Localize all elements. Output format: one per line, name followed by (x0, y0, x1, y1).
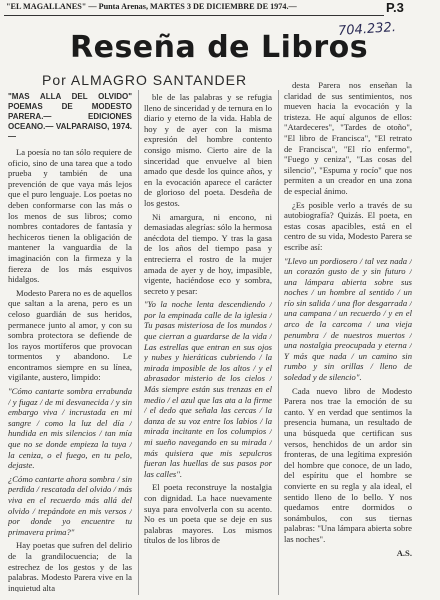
paragraph: La poesía no tan sólo requiere de oficio, sino de una tarea que a todo prueba y también de una prevención de que vaya más lejos que el puro lenguaje. Los poetas no deben conformarse con las más o los menos de sus libros; como nombres contadores de fantasía y hechiceros tienen la obligación de mantener la vanguardia de la imaginación con la firmeza y la fiereza de los más esquivos hidalgos. (8, 147, 132, 285)
column-divider (138, 90, 139, 595)
article-column-1 (8, 92, 132, 592)
poem-quote: "Yo la noche lenta descendiendo / por la empinada calle de la iglesia / Tu pasas misteriosa de los mundos / que cierran a guardarse de la vida / Las estrellas que entran en sus ojos y nubes y hieráticas cubriendo / la mirada imposible de los altos / y el abrasador misterio de los cielos / Más siempre están sus trenzas en el medio / el azul que las ata a la firme / el dedo que señala las cercas / la danza de su voz entre los labios / la mirada incitante en los columpios / mi sueño navegando en su mirada / más quisiera que mis sepulcros fueran las huellas de sus pasos por las calles". (144, 299, 272, 479)
poem-quote: "Cómo cantarte sombra errabunda / y fugaz / de mi desvanecida / y sin embargo viva / incrustada en mi sangre / como la luz del día / hundida en mis silencios / tan mía que no se donde empieza la tuya / la ceniza, o el fuego, en tu pelo, dejaste. (8, 386, 132, 471)
page-number: P.3 (386, 0, 404, 15)
masthead: "EL MAGALLANES" — Punta Arenas, MARTES 3 DE DICIEMBRE DE 1974.— (6, 2, 297, 11)
masthead-rule (4, 15, 384, 16)
paragraph: ¿Es posible verlo a través de su autobiografía? Quizás. El poeta, en estas cosas apacibles, está en el centro de su vida, Modesto Parera se escribe así: (284, 199, 412, 252)
article-column-2 (144, 92, 272, 592)
paragraph: desta Parera nos enseñan la claridad de sus sentimientos, nos mueven hacia la evocación y la tristeza. He aquí algunos de ellos: "Atardeceres", "Tardes de otoño", "El libro de Francisca", "El retrato de Francisca", "El río enfermo", "Fuego y ceniza", "Las cosas del silencio", "Espuma y rocío" que nos permiten a un creador en una zona de especial ánimo. (284, 80, 412, 196)
paragraph: Hay poetas que sufren del delirio de la grandilocuencia; de la estrechez de los gestos y de las palabras. Modesto Parera vive en la inquietud alta (8, 540, 132, 592)
author-signature: A.S. (396, 547, 412, 558)
paragraph: ble de las palabras y se refugia lleno de sinceridad y de ternura en lo diario y eterno de la vida. Habla de hoy y de ayer con la misma expresión del hombre contento consigo mismo. Cierto aire de la sinceridad que envuelve al bien amado que desde los quince años, y en la evocación aparece el carácter de glorioso del poeta. Desdeña de los gestos. (144, 92, 272, 208)
paragraph: Cada nuevo libro de Modesto Parera nos trae la emoción de su canto. Y en verdad que sentimos la presencia humana, un resultado de una búsqueda que certifican sus versos, henchidos de un ardor sin fronteras, de una legítima expresión del hombre que conoce, de un lado, del espíritu que el hombre se convierte en su regla y ala ideal, el sentido lleno de lo bello. Y nos quedamos entre dormidos o sonámbulos, con sus tiernas palabras: "Una lámpara abierta sobre las noches". (284, 385, 412, 544)
paragraph: El poeta reconstruye la nostalgia con dignidad. La hace nuevamente suya para envolverla con su acento. No es un poeta que se deje en sus palabras mayores. Los mismos títulos de los libros de (144, 482, 272, 546)
bibliographic-note: "MAS ALLA DEL OLVIDO" POEMAS DE MODESTO PARERA.— EDICIONES OCEANO.— VALPARAISO, 1974.— (8, 92, 132, 141)
paragraph: Ni amargura, ni encono, ni demasiadas alegrías: sólo la hermosa anécdota del tiempo. Y tras la gasa de los años del tiempo pasa y entrecierra el rostro de la mujer amada de ayer y de hoy, impasible, vigente, haciéndose eco y sombra, secreto y pesar: (144, 211, 272, 296)
article-column-3 (284, 80, 412, 592)
article-byline: Por ALMAGRO SANTANDER (42, 72, 248, 88)
poem-quote: "Llevo un pordiosero / tal vez nada / un corazón gusto de y sin futuro / una lámpara abierta sobre sus noches / un hombre al sentido / un río sin salida / una flor desgarrada / una campana / un recuerdo / y en el arco de la carcoma / una vieja penumbra / de nuestros muertos / una nostalgia preocupada y eterna / Y más que nada / un camino sin rumbo y sin orillas / lleno de soledad y de silencio". (284, 255, 412, 383)
handwritten-catalog-note: 704.232. (337, 19, 397, 40)
paragraph: Modesto Parera no es de aquellos que saltan a la arena, pero es un celoso guardián de sus heridos, permanece junto al amor, y con su sombra protectora se defiende de los rayos mortíferos que provocan tormentos y abandono. Le encontramos siempre en su línea, vigilante, austero, limpido: (8, 287, 132, 383)
poem-quote: ¿Cómo cantarte ahora sombra / sin perdida / rescatada del olvido / más viva en el recuerdo más allá del olvido / trepándote en mis versos / por donde yo encuentre tu primavera prima?" (8, 473, 132, 537)
column-divider (278, 90, 279, 595)
article-headline: Reseña de Libros (70, 30, 369, 65)
